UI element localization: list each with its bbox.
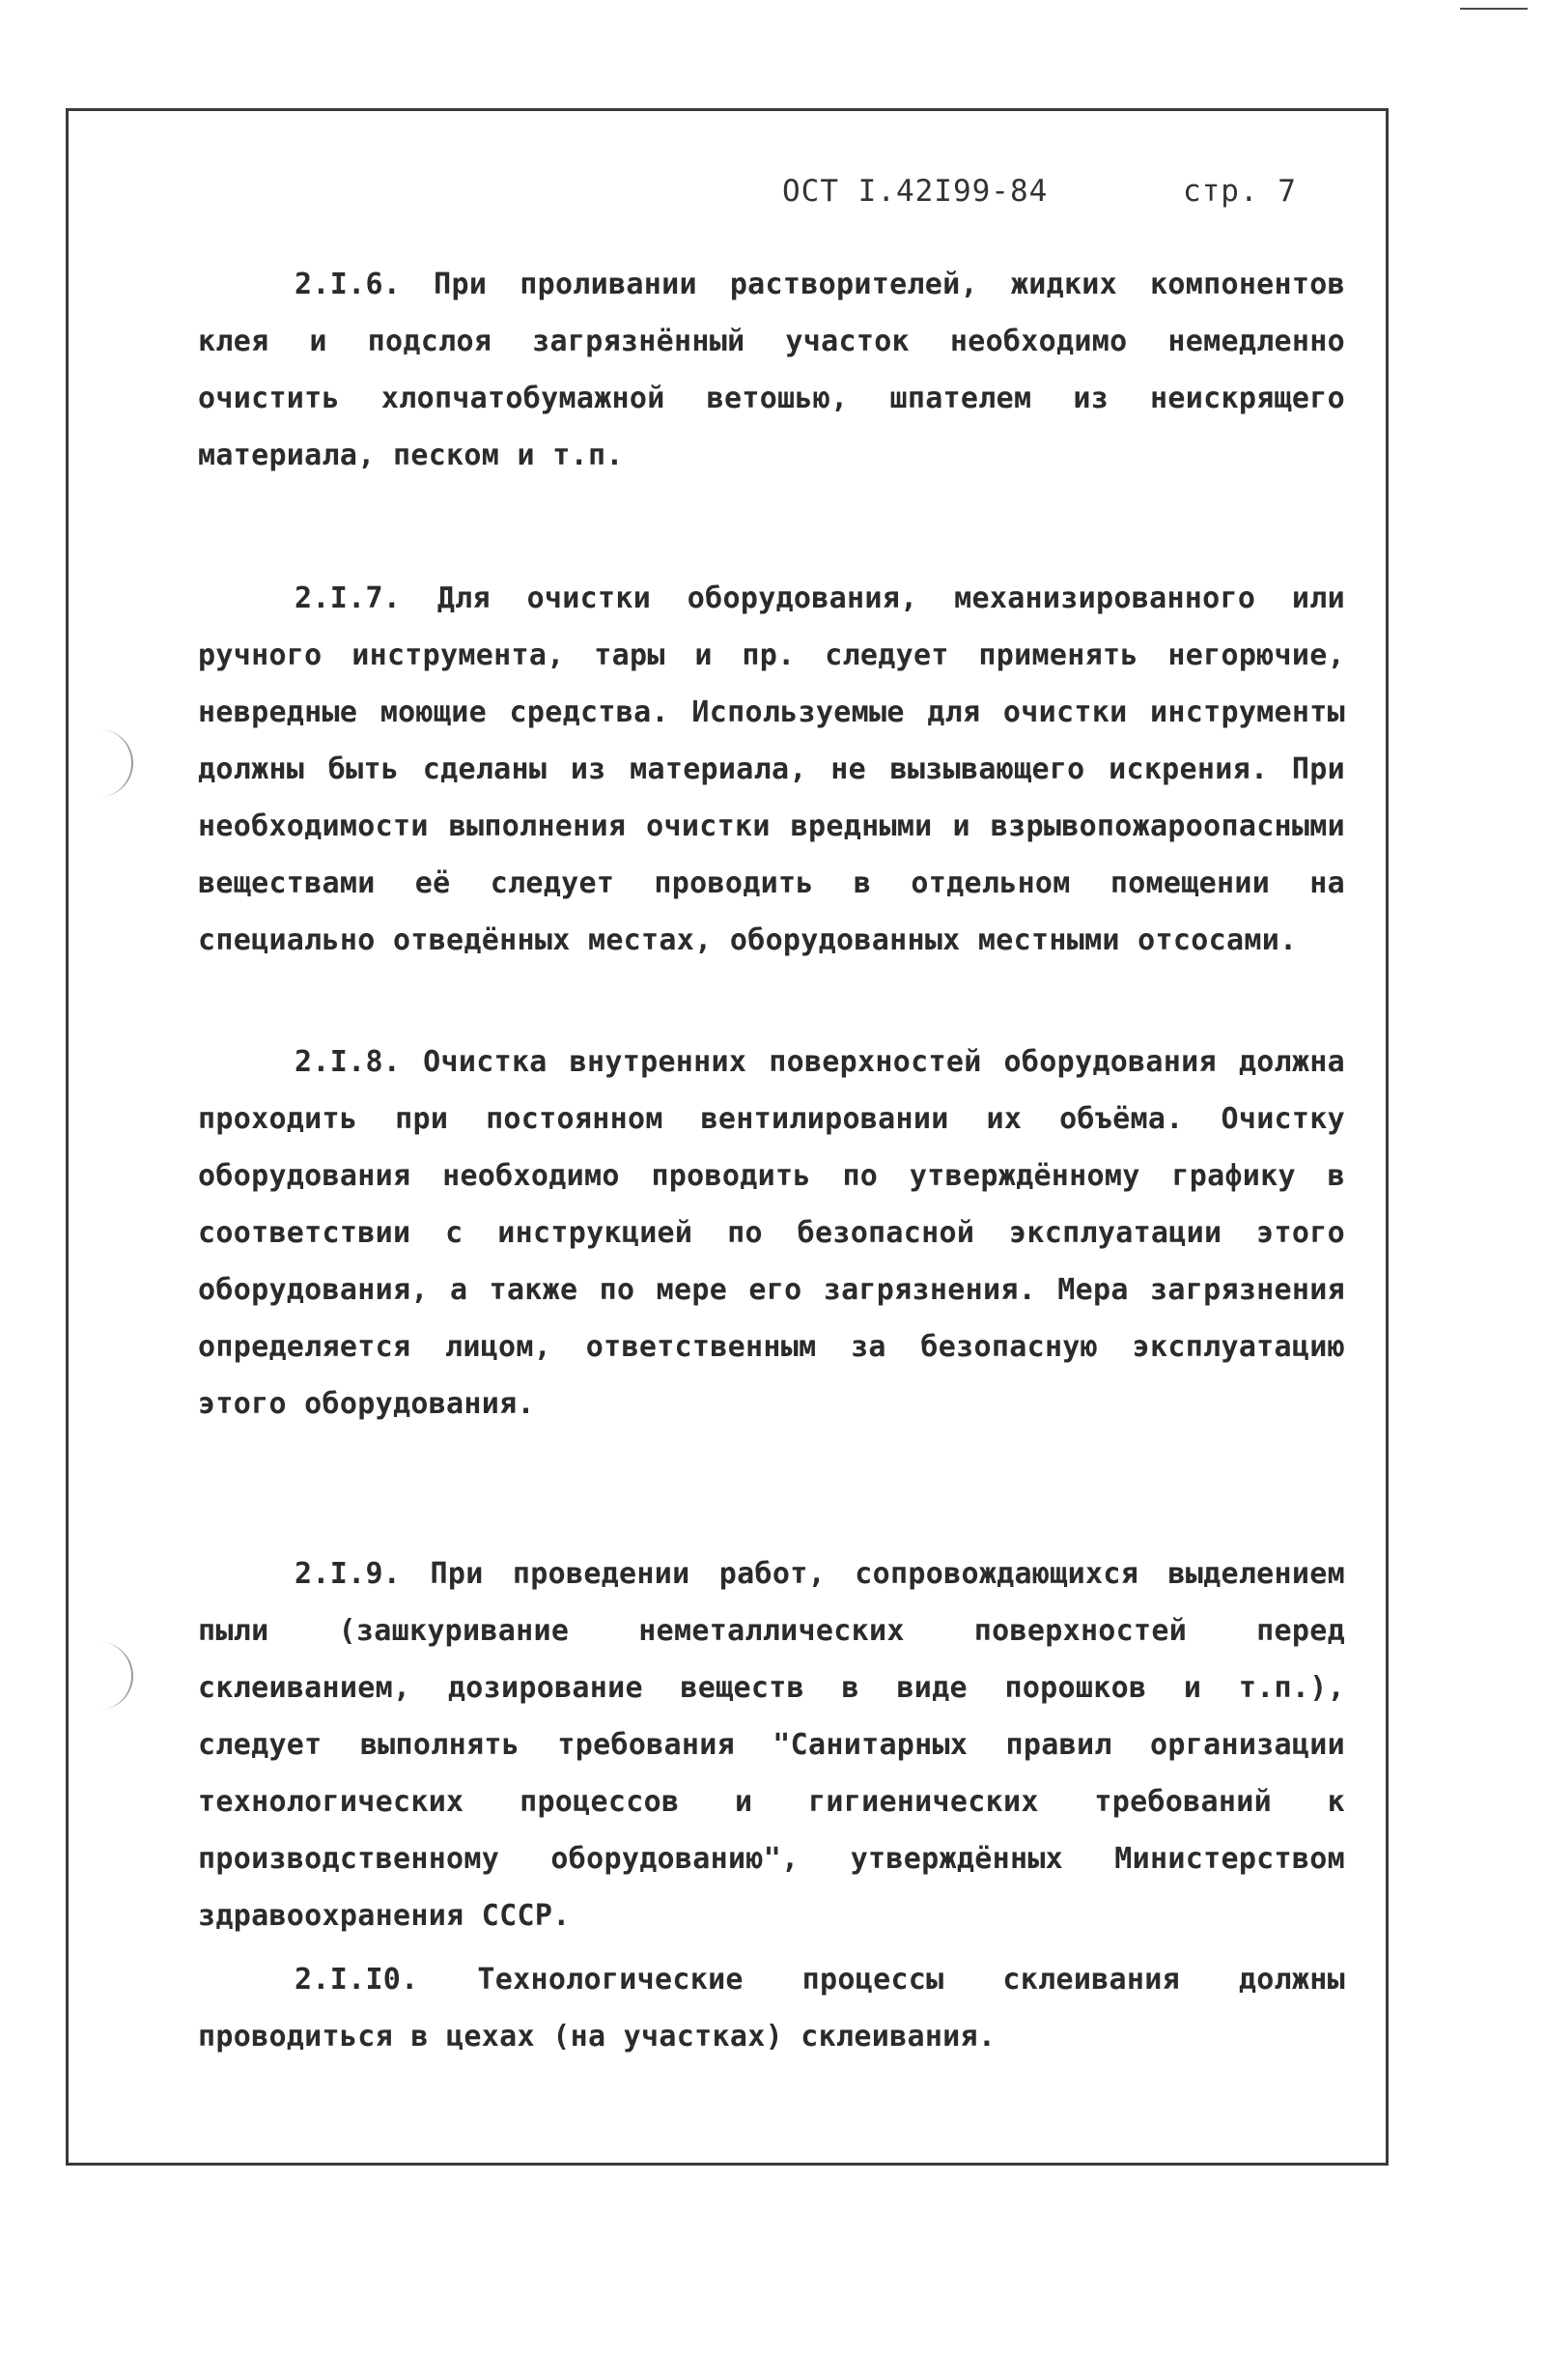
- corner-mark: [1460, 8, 1528, 10]
- standard-number: ОСТ I.42I99-84: [782, 174, 1049, 209]
- paragraph-2-1-7: 2.I.7. Для очистки оборудования, механизированного или ручного инструмента, тары и пр. следует применять негорючие, невредные моющие средства. Используемые для очистки инструменты должны быть сделаны из материала, не вызывающего искрения. При необходимости выполнения очистки вредными и взрывопожароопасными веществами её следует проводить в отдельном помещении на специально отведённых местах, оборудованных местными отсосами.: [198, 581, 1345, 957]
- page-header: [782, 174, 1297, 209]
- paragraph-2-1-8: 2.I.8. Очистка внутренних поверхностей оборудования должна проходить при постоянном вентилировании их объёма. Очистку оборудования необходимо проводить по утверждённому графику в соответствии с инструкцией по безопасной эксплуатации этого оборудования, а также по мере его загрязнения. Мера загрязнения определяется лицом, ответственным за безопасную эксплуатацию этого оборудования.: [198, 1045, 1345, 1421]
- page-number: стр. 7: [1182, 174, 1297, 209]
- paragraph-2-1-10: 2.I.I0. Технологические процессы склеивания должны проводиться в цехах (на участках) склеивания.: [198, 1963, 1345, 2054]
- paragraph-2-1-9: 2.I.9. При проведении работ, сопровождающихся выделением пыли (зашкуривание неметаллических поверхностей перед склеиванием, дозирование веществ в виде порошков и т.п.), следует выполнять требования "Санитарных правил организации технологических процессов и гигиенических требований к производственному оборудованию", утверждённых Министерством здравоохранения СССР.: [198, 1557, 1345, 1933]
- paragraph-2-1-6: 2.I.6. При проливании растворителей, жидких компонентов клея и подслоя загрязнённый участок необходимо немедленно очистить хлопчатобумажной ветошью, шпателем из неискрящего материала, песком и т.п.: [198, 268, 1345, 472]
